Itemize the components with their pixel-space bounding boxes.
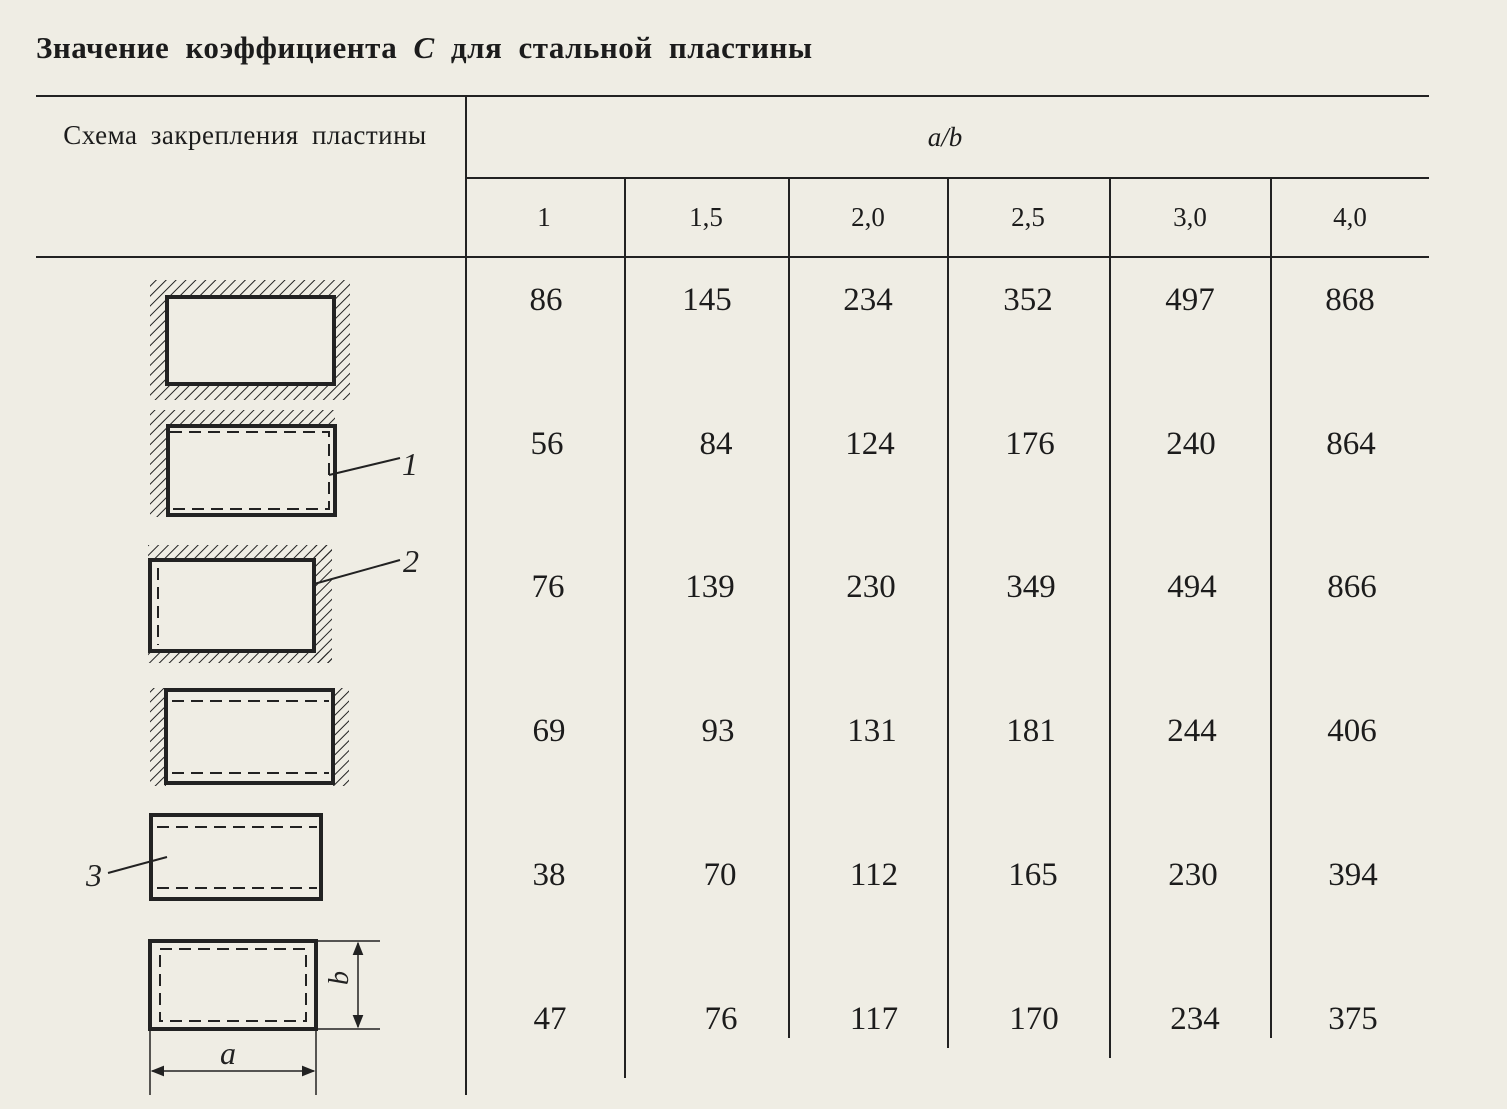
- table-cell: 56: [530, 426, 564, 462]
- table-cell: 176: [1005, 426, 1055, 462]
- table-cell: 234: [843, 282, 893, 318]
- table-cell: 84: [699, 426, 733, 462]
- table-cell: 352: [1003, 282, 1053, 318]
- table-cell: 868: [1325, 282, 1375, 318]
- table-cell: 86: [529, 282, 563, 318]
- label-2: 2: [403, 543, 419, 579]
- table-cell: 230: [846, 569, 896, 605]
- table-cell: 394: [1328, 857, 1378, 893]
- table-cell: 244: [1167, 713, 1217, 749]
- scheme-supported-top-bottom: [85, 815, 321, 899]
- table-cell: 494: [1167, 569, 1217, 605]
- table-cell: 349: [1006, 569, 1056, 605]
- column-header: 3,0: [1173, 202, 1207, 232]
- table-cell: 76: [531, 569, 565, 605]
- table-cell: 497: [1165, 282, 1215, 318]
- table-cell: 47: [533, 1001, 567, 1037]
- table-cell: 866: [1327, 569, 1377, 605]
- ratio-header: a/b: [927, 122, 963, 152]
- scheme-three-clamped: [148, 543, 419, 663]
- table-cell: 139: [685, 569, 735, 605]
- title-symbol: C: [413, 30, 435, 65]
- table-cell: 38: [532, 857, 566, 893]
- table-cell: 406: [1327, 713, 1377, 749]
- table-cell: 76: [704, 1001, 738, 1037]
- table-cell: 864: [1326, 426, 1376, 462]
- table-cell: 70: [703, 857, 737, 893]
- label-1: 1: [402, 446, 418, 482]
- table-cell: 170: [1009, 1001, 1059, 1037]
- table-cell: 124: [845, 426, 895, 462]
- column-header: 2,5: [1011, 202, 1045, 232]
- dimension-a: a: [220, 1035, 236, 1071]
- scheme-simply-supported: [150, 941, 380, 1095]
- table-cell: 375: [1328, 1001, 1378, 1037]
- label-3: 3: [86, 857, 102, 893]
- table-cell: 93: [701, 713, 735, 749]
- table-cell: 234: [1170, 1001, 1220, 1037]
- table-cell: 117: [849, 1001, 899, 1037]
- table-cell: 181: [1006, 713, 1056, 749]
- table-cell: 112: [849, 857, 899, 893]
- table-cell: 165: [1008, 857, 1058, 893]
- table-cell: 145: [682, 282, 732, 318]
- title-prefix: Значение коэффициента: [36, 30, 398, 65]
- scheme-sides-clamped: [150, 688, 349, 786]
- column-header: 2,0: [851, 202, 885, 232]
- scheme-header: Схема закрепления пластины: [63, 120, 427, 150]
- column-header: 4,0: [1333, 202, 1367, 232]
- dimension-b: b: [324, 971, 355, 985]
- column-header: 1: [537, 202, 551, 232]
- table-cell: 69: [532, 713, 566, 749]
- table-cell: 240: [1166, 426, 1216, 462]
- scheme-two-clamped: [150, 410, 418, 517]
- title-suffix: для стальной пластины: [450, 30, 813, 65]
- scheme-all-clamped: [150, 280, 350, 400]
- column-header: 1,5: [689, 202, 723, 232]
- table-cell: 230: [1168, 857, 1218, 893]
- table-cell: 131: [847, 713, 897, 749]
